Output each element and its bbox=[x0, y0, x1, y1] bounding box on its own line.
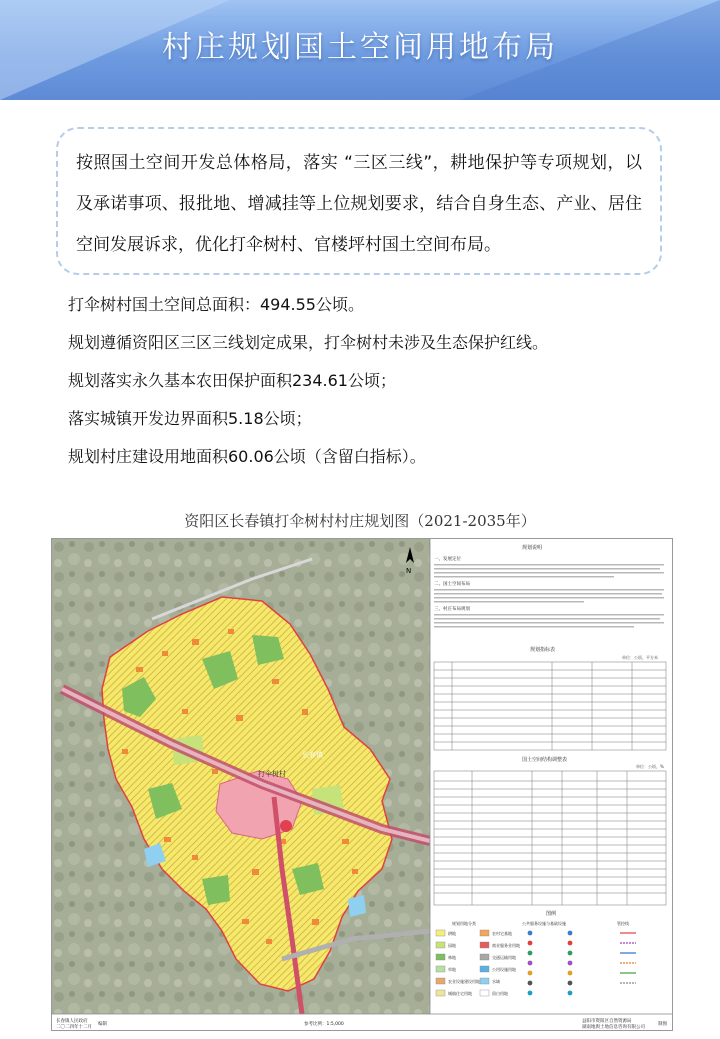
legend-label: 农业设施建设用地 bbox=[448, 979, 480, 984]
intro-text: 按照国土空间开发总体格局，落实 “三区三线”，耕地保护等专项规划，以及承诺事项、报批地、增减挂等上位规划要求，结合自身生态、产业、居住空间发展诉求，优化打伞树村、官楼坪村国土空间布局。 bbox=[76, 153, 642, 255]
notes-heading: 二、国土空间布局 bbox=[434, 582, 470, 587]
legend-swatch bbox=[436, 930, 445, 936]
notes-heading: 三、村庄布局规划 bbox=[434, 607, 470, 612]
legend-label: 交通运输用地 bbox=[492, 955, 516, 960]
cartographer-org: 益阳市资阳区自然资源局 bbox=[582, 1019, 632, 1024]
intro-box bbox=[56, 127, 662, 275]
fact-total-area: 打伞树村国土空间总面积：494.55公顷。 bbox=[68, 295, 364, 314]
fact-village-construction: 规划村庄建设用地面积60.06公顷（含留白指标）。 bbox=[68, 447, 426, 466]
legend-title: 图例 bbox=[546, 911, 557, 917]
legend-swatch bbox=[480, 954, 489, 960]
fact-ecology-redline: 规划遵循资阳区三区三线划定成果，打伞树村未涉及生态保护红线。 bbox=[68, 333, 549, 352]
facility-symbol-icon bbox=[568, 951, 573, 956]
planning-map bbox=[52, 539, 672, 1030]
legend-label: 公用设施用地 bbox=[492, 967, 516, 972]
legend-swatch bbox=[436, 942, 445, 948]
fact-list bbox=[68, 292, 668, 482]
legend-label: 城镇住宅用地 bbox=[448, 991, 472, 996]
legend-label: 林地 bbox=[448, 955, 456, 960]
legend-swatch bbox=[436, 954, 445, 960]
indicator-unit: 单位：公顷，平方米 bbox=[622, 655, 658, 660]
planning-map-sheet bbox=[51, 538, 673, 1031]
notes-heading: 一、发展定位 bbox=[434, 557, 461, 562]
facility-symbol-icon bbox=[568, 931, 573, 936]
facility-symbol-icon bbox=[528, 941, 533, 946]
legend-label: 水域 bbox=[492, 979, 500, 984]
legend-group: 管控线 bbox=[617, 921, 629, 926]
facility-symbol-icon bbox=[528, 961, 533, 966]
facility-symbol-icon bbox=[568, 981, 573, 986]
legend-label: 草地 bbox=[448, 967, 456, 972]
author-role: 编制 bbox=[98, 1022, 107, 1027]
legend-label: 耕地 bbox=[448, 931, 456, 936]
facility-symbol-icon bbox=[568, 991, 573, 996]
village-label: 打伞树村 bbox=[258, 770, 286, 778]
road-label: 长春镇 bbox=[302, 751, 323, 759]
map-scale: 参考比例：1:5,000 bbox=[304, 1022, 344, 1027]
facility-symbol-icon bbox=[528, 981, 533, 986]
legend-swatch bbox=[436, 966, 445, 972]
facility-symbol-icon bbox=[528, 971, 533, 976]
landuse-table-title: 国土空间结构调整表 bbox=[522, 757, 568, 763]
legend-label: 农村宅基地 bbox=[492, 931, 512, 936]
page-title: 村庄规划国土空间用地布局 bbox=[162, 30, 558, 65]
cartographer-role: 制图 bbox=[658, 1022, 667, 1027]
legend-swatch bbox=[480, 978, 489, 984]
indicator-table-title: 规划指标表 bbox=[530, 647, 556, 653]
notes-title: 规划说明 bbox=[522, 545, 543, 551]
legend-group: 公共服务设施与基础设施 bbox=[522, 921, 566, 926]
title-banner bbox=[0, 0, 720, 100]
author-date: 二〇二四年十二月 bbox=[56, 1025, 92, 1030]
facility-symbol-icon bbox=[568, 961, 573, 966]
legend-label: 园地 bbox=[448, 943, 456, 948]
author-org: 长春镇人民政府 bbox=[56, 1019, 88, 1024]
legend-swatch bbox=[480, 990, 489, 996]
legend-swatch bbox=[436, 990, 445, 996]
legend-swatch bbox=[436, 978, 445, 984]
village-center-marker bbox=[280, 820, 292, 832]
facility-symbol-icon bbox=[568, 971, 573, 976]
legend-swatch bbox=[480, 930, 489, 936]
landuse-unit: 单位：公顷，% bbox=[636, 764, 664, 769]
map-title: 资阳区长春镇打伞树村村庄规划图（2021-2035年） bbox=[184, 512, 536, 530]
facility-symbol-icon bbox=[528, 991, 533, 996]
legend-label: 商业服务业用地 bbox=[492, 943, 520, 948]
legend-swatch bbox=[480, 966, 489, 972]
svg-text:N: N bbox=[406, 567, 412, 575]
legend-label: 留白用地 bbox=[492, 991, 508, 996]
fact-farmland: 规划落实永久基本农田保护面积234.61公顷； bbox=[68, 371, 396, 390]
legend-swatch bbox=[480, 942, 489, 948]
facility-symbol-icon bbox=[528, 931, 533, 936]
fact-urban-boundary: 落实城镇开发边界面积5.18公顷； bbox=[68, 409, 312, 428]
facility-symbol-icon bbox=[568, 941, 573, 946]
cartographer-company: 湖南地舆土地信息咨询有限公司 bbox=[582, 1025, 645, 1030]
legend-group: 规划用地分类 bbox=[452, 921, 476, 926]
facility-symbol-icon bbox=[528, 951, 533, 956]
